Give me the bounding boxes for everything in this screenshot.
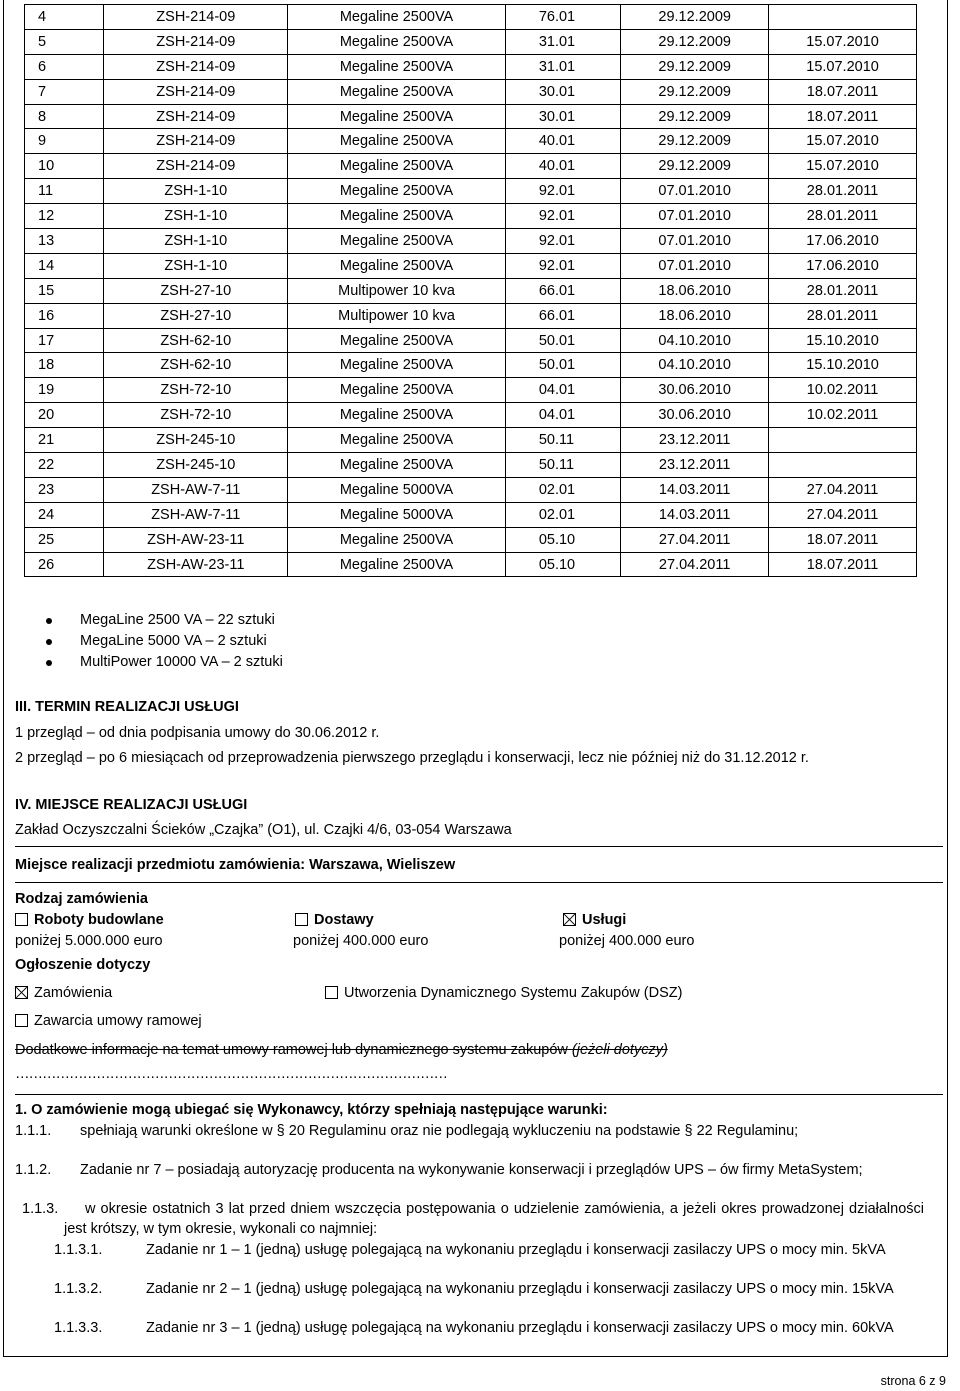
condition-1-1-3-3: Zadanie nr 3 – 1 (jedną) usługę polegającą na wykonaniu przeglądu i konserwacji zasilaczy UPS o mocy min. 60kVA: [146, 1320, 894, 1336]
table-cell: 29.12.2009: [621, 154, 769, 179]
table-cell: ZSH-214-09: [104, 129, 288, 154]
table-cell: 40.01: [505, 154, 620, 179]
table-cell: Megaline 2500VA: [288, 428, 506, 453]
table-row: [25, 229, 917, 254]
table-cell: 17.06.2010: [769, 253, 917, 278]
divider: [15, 882, 943, 883]
notice-dsz[interactable]: Utworzenia Dynamicznego Systemu Zakupów (DSZ): [325, 985, 682, 1001]
table-cell: 66.01: [505, 278, 620, 303]
table-cell: 27.04.2011: [621, 527, 769, 552]
table-cell: Megaline 2500VA: [288, 328, 506, 353]
table-cell: 16: [25, 303, 104, 328]
table-row: [25, 403, 917, 428]
table-cell: Megaline 2500VA: [288, 5, 506, 30]
table-cell: 15.07.2010: [769, 54, 917, 79]
table-cell: [769, 453, 917, 478]
table-cell: 12: [25, 204, 104, 229]
table-row: [25, 527, 917, 552]
table-cell: ZSH-1-10: [104, 204, 288, 229]
ups-table: [24, 4, 917, 577]
table-cell: 07.01.2010: [621, 229, 769, 254]
table-cell: 31.01: [505, 54, 620, 79]
table-row: [25, 129, 917, 154]
table-cell: 30.06.2010: [621, 378, 769, 403]
table-row: [25, 378, 917, 403]
table-cell: Megaline 2500VA: [288, 403, 506, 428]
threshold-services: poniżej 400.000 euro: [559, 933, 695, 949]
table-cell: 29.12.2009: [621, 29, 769, 54]
table-cell: 15.07.2010: [769, 129, 917, 154]
table-cell: 07.01.2010: [621, 204, 769, 229]
table-cell: 04.01: [505, 403, 620, 428]
divider: [15, 1094, 943, 1095]
table-cell: Megaline 2500VA: [288, 253, 506, 278]
table-cell: 18.07.2011: [769, 552, 917, 577]
table-row: [25, 278, 917, 303]
conditions-heading: 1. O zamówienie mogą ubiegać się Wykonawcy, którzy spełniają następujące warunki:: [15, 1102, 608, 1118]
table-cell: Megaline 2500VA: [288, 179, 506, 204]
table-row: [25, 502, 917, 527]
order-type-heading: Rodzaj zamówienia: [15, 891, 148, 907]
table-cell: ZSH-214-09: [104, 54, 288, 79]
section-3-heading: III. TERMIN REALIZACJI USŁUGI: [15, 699, 239, 715]
table-cell: 66.01: [505, 303, 620, 328]
table-cell: 05.10: [505, 552, 620, 577]
table-cell: 11: [25, 179, 104, 204]
table-cell: [769, 428, 917, 453]
table-row: [25, 428, 917, 453]
condition-number: 1.1.3.3.: [54, 1320, 103, 1336]
notice-orders[interactable]: Zamówienia: [15, 985, 112, 1001]
table-cell: ZSH-245-10: [104, 453, 288, 478]
table-cell: Megaline 5000VA: [288, 477, 506, 502]
table-cell: 14: [25, 253, 104, 278]
table-row: [25, 253, 917, 278]
table-row: [25, 29, 917, 54]
table-row: [25, 54, 917, 79]
table-cell: 9: [25, 129, 104, 154]
table-cell: 29.12.2009: [621, 54, 769, 79]
table-cell: 17.06.2010: [769, 229, 917, 254]
table-row: [25, 552, 917, 577]
table-row: [25, 104, 917, 129]
table-cell: Megaline 2500VA: [288, 229, 506, 254]
table-cell: Megaline 2500VA: [288, 129, 506, 154]
table-cell: 7: [25, 79, 104, 104]
table-cell: 23.12.2011: [621, 453, 769, 478]
table-cell: 25: [25, 527, 104, 552]
table-row: [25, 179, 917, 204]
divider: [15, 846, 943, 847]
table-cell: 04.10.2010: [621, 328, 769, 353]
table-cell: 50.01: [505, 328, 620, 353]
table-cell: 18.07.2011: [769, 79, 917, 104]
checkbox-unchecked-icon[interactable]: [15, 913, 28, 926]
table-cell: ZSH-245-10: [104, 428, 288, 453]
table-cell: 50.11: [505, 453, 620, 478]
table-cell: ZSH-214-09: [104, 29, 288, 54]
table-cell: 02.01: [505, 477, 620, 502]
order-type-supplies[interactable]: Dostawy: [295, 912, 374, 928]
table-cell: Megaline 2500VA: [288, 154, 506, 179]
table-cell: 17: [25, 328, 104, 353]
condition-number: 1.1.3.2.: [54, 1281, 103, 1297]
bullet-item: MultiPower 10000 VA – 2 sztuki: [80, 654, 283, 670]
table-cell: ZSH-62-10: [104, 328, 288, 353]
table-cell: 28.01.2011: [769, 179, 917, 204]
table-cell: Megaline 2500VA: [288, 378, 506, 403]
table-cell: Megaline 2500VA: [288, 104, 506, 129]
condition-number: 1.1.1.: [15, 1123, 52, 1139]
condition-1-1-3-1: Zadanie nr 1 – 1 (jedną) usługę polegającą na wykonaniu przeglądu i konserwacji zasilaczy UPS o mocy min. 5kVA: [146, 1242, 886, 1258]
checkbox-unchecked-icon[interactable]: [325, 986, 338, 999]
table-cell: ZSH-AW-23-11: [104, 527, 288, 552]
section-4-heading: IV. MIEJSCE REALIZACJI USŁUGI: [15, 797, 248, 813]
table-cell: 4: [25, 5, 104, 30]
section-3-line-1: 1 przegląd – od dnia podpisania umowy do 30.06.2012 r.: [15, 725, 380, 741]
table-cell: 07.01.2010: [621, 179, 769, 204]
place-of-execution: Miejsce realizacji przedmiotu zamówienia: Warszawa, Wieliszew: [15, 857, 456, 873]
table-row: [25, 79, 917, 104]
table-cell: 22: [25, 453, 104, 478]
table-cell: Megaline 2500VA: [288, 353, 506, 378]
table-row: [25, 154, 917, 179]
table-row: [25, 477, 917, 502]
table-cell: 14.03.2011: [621, 477, 769, 502]
condition-1-1-1: spełniają warunki określone w § 20 Regulaminu oraz nie podlegają wykluczeniu na podstawie § 22 Regulaminu;: [80, 1123, 799, 1139]
table-cell: 30.06.2010: [621, 403, 769, 428]
table-cell: 6: [25, 54, 104, 79]
table-cell: 29.12.2009: [621, 5, 769, 30]
table-cell: ZSH-214-09: [104, 5, 288, 30]
table-cell: Megaline 2500VA: [288, 29, 506, 54]
condition-number: 1.1.3.: [22, 1201, 59, 1217]
table-row: [25, 453, 917, 478]
table-cell: 29.12.2009: [621, 104, 769, 129]
table-cell: 15.10.2010: [769, 328, 917, 353]
condition-number: 1.1.2.: [15, 1162, 52, 1178]
table-cell: Megaline 2500VA: [288, 54, 506, 79]
table-cell: ZSH-214-09: [104, 154, 288, 179]
notice-framework[interactable]: Zawarcia umowy ramowej: [15, 1013, 202, 1029]
table-cell: ZSH-214-09: [104, 104, 288, 129]
table-cell: ZSH-1-10: [104, 179, 288, 204]
table-cell: ZSH-27-10: [104, 278, 288, 303]
table-cell: Megaline 5000VA: [288, 502, 506, 527]
table-cell: 18.06.2010: [621, 303, 769, 328]
table-cell: ZSH-AW-7-11: [104, 502, 288, 527]
order-type-works[interactable]: Roboty budowlane: [15, 912, 164, 928]
notice-extra: Dodatkowe informacje na temat umowy ramowej lub dynamicznego systemu zakupów (jeżeli dotyczy): [15, 1042, 668, 1058]
threshold-works: poniżej 5.000.000 euro: [15, 933, 163, 949]
table-cell: 40.01: [505, 129, 620, 154]
table-cell: ZSH-1-10: [104, 253, 288, 278]
table-cell: 23.12.2011: [621, 428, 769, 453]
table-cell: Multipower 10 kva: [288, 303, 506, 328]
table-row: [25, 328, 917, 353]
table-cell: 18.06.2010: [621, 278, 769, 303]
table-cell: 19: [25, 378, 104, 403]
condition-1-1-2: Zadanie nr 7 – posiadają autoryzację producenta na wykonywanie konserwacji i przeglądów UPS – ów firmy MetaSystem;: [80, 1162, 863, 1178]
table-cell: ZSH-AW-23-11: [104, 552, 288, 577]
section-4-line-1: Zakład Oczyszczalni Ścieków „Czajka” (O1), ul. Czajki 4/6, 03-054 Warszawa: [15, 822, 512, 838]
table-cell: 13: [25, 229, 104, 254]
table-cell: ZSH-62-10: [104, 353, 288, 378]
table-cell: 76.01: [505, 5, 620, 30]
table-cell: 50.01: [505, 353, 620, 378]
table-cell: 28.01.2011: [769, 204, 917, 229]
table-cell: Megaline 2500VA: [288, 79, 506, 104]
table-cell: ZSH-1-10: [104, 229, 288, 254]
table-cell: Megaline 2500VA: [288, 527, 506, 552]
checkbox-unchecked-icon[interactable]: [15, 1014, 28, 1027]
table-cell: 92.01: [505, 204, 620, 229]
table-cell: 30.01: [505, 104, 620, 129]
table-cell: 07.01.2010: [621, 253, 769, 278]
table-cell: 15.07.2010: [769, 154, 917, 179]
table-cell: ZSH-214-09: [104, 79, 288, 104]
table-cell: 28.01.2011: [769, 278, 917, 303]
threshold-supplies: poniżej 400.000 euro: [293, 933, 429, 949]
table-row: [25, 204, 917, 229]
table-cell: 23: [25, 477, 104, 502]
table-cell: 27.04.2011: [769, 502, 917, 527]
table-cell: 10.02.2011: [769, 403, 917, 428]
table-cell: 15.07.2010: [769, 29, 917, 54]
table-cell: 29.12.2009: [621, 129, 769, 154]
condition-number: 1.1.3.1.: [54, 1242, 103, 1258]
table-cell: 15: [25, 278, 104, 303]
table-cell: [769, 5, 917, 30]
table-cell: 21: [25, 428, 104, 453]
table-cell: 27.04.2011: [769, 477, 917, 502]
table-row: [25, 353, 917, 378]
table-cell: 92.01: [505, 253, 620, 278]
table-cell: ZSH-AW-7-11: [104, 477, 288, 502]
table-cell: 18.07.2011: [769, 104, 917, 129]
table-cell: 8: [25, 104, 104, 129]
table-cell: 05.10: [505, 527, 620, 552]
table-cell: Megaline 2500VA: [288, 552, 506, 577]
table-cell: 31.01: [505, 29, 620, 54]
table-cell: 28.01.2011: [769, 303, 917, 328]
condition-1-1-3-2: Zadanie nr 2 – 1 (jedną) usługę polegającą na wykonaniu przeglądu i konserwacji zasilaczy UPS o mocy min. 15kVA: [146, 1281, 894, 1297]
table-cell: ZSH-72-10: [104, 403, 288, 428]
checkbox-unchecked-icon[interactable]: [295, 913, 308, 926]
table-cell: 18: [25, 353, 104, 378]
bullet-item: MegaLine 2500 VA – 22 sztuki: [80, 612, 275, 628]
table-cell: 92.01: [505, 229, 620, 254]
table-cell: 27.04.2011: [621, 552, 769, 577]
dotted-line: ……………………………………………………………………………………: [15, 1066, 447, 1082]
table-cell: ZSH-27-10: [104, 303, 288, 328]
table-cell: 02.01: [505, 502, 620, 527]
table-cell: 10: [25, 154, 104, 179]
table-cell: 24: [25, 502, 104, 527]
table-row: [25, 303, 917, 328]
table-cell: 50.11: [505, 428, 620, 453]
table-cell: 92.01: [505, 179, 620, 204]
table-cell: Multipower 10 kva: [288, 278, 506, 303]
section-3-line-2: 2 przegląd – po 6 miesiącach od przeprowadzenia pierwszego przeglądu i konserwacji, lecz nie później niż do 31.12.2012 r.: [15, 750, 809, 766]
table-cell: 15.10.2010: [769, 353, 917, 378]
table-cell: Megaline 2500VA: [288, 204, 506, 229]
table-cell: 14.03.2011: [621, 502, 769, 527]
table-cell: 04.10.2010: [621, 353, 769, 378]
condition-1-1-3: w okresie ostatnich 3 lat przed dniem wszczęcia postępowania o udzielenie zamówienia, a jeżeli okres prowadzonej działalności jest krótszy, w tym okresie, wykonali co najmniej:: [64, 1201, 924, 1237]
table-cell: ZSH-72-10: [104, 378, 288, 403]
notice-heading: Ogłoszenie dotyczy: [15, 957, 151, 973]
table-cell: 10.02.2011: [769, 378, 917, 403]
table-cell: 20: [25, 403, 104, 428]
bullet-item: MegaLine 5000 VA – 2 sztuki: [80, 633, 267, 649]
page-number: strona 6 z 9: [880, 1374, 946, 1388]
table-cell: 30.01: [505, 79, 620, 104]
table-cell: 29.12.2009: [621, 79, 769, 104]
table-cell: 26: [25, 552, 104, 577]
table-row: [25, 5, 917, 30]
table-cell: 18.07.2011: [769, 527, 917, 552]
checkbox-checked-icon[interactable]: [563, 913, 576, 926]
table-cell: Megaline 2500VA: [288, 453, 506, 478]
table-cell: 5: [25, 29, 104, 54]
table-cell: 04.01: [505, 378, 620, 403]
checkbox-checked-icon[interactable]: [15, 986, 28, 999]
order-type-services[interactable]: Usługi: [563, 912, 626, 928]
